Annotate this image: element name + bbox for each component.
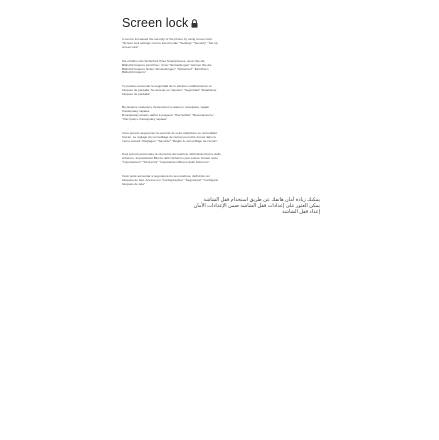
paragraph-line: Bildschirmsperre finden "Einstellungen" "Sicherheit" "Einrichten bbox=[122, 66, 209, 71]
paragraph-line: Bildschirmsperre". bbox=[122, 70, 147, 75]
paragraph-it bbox=[122, 153, 320, 165]
paragraph-line: bloqueo de pantalla. Se accede en "Ajustes" "Seguridad" "Establecer bbox=[122, 88, 217, 93]
paragraph-line: l'écran. Le réglage du verrouillage de l'écran peut être trouvé dans le bbox=[122, 134, 217, 139]
paragraph-en bbox=[122, 38, 320, 50]
arabic-line: إعداد قفل الشاشة bbox=[282, 209, 320, 216]
paragraph-es bbox=[122, 85, 320, 97]
paragraph-pt bbox=[122, 175, 320, 187]
paragraph-line: Puoi ancora aumentare la sicurezza del telefono utilizzando blocco dello bbox=[122, 152, 221, 157]
paragraph-line: menu suivant "Réglages" "Sécurité" "Régler le verrouillage de l'écran". bbox=[122, 138, 219, 143]
paragraph-line: schermo. Impostazioni Blocco dello Schermo può essere trovato sotto bbox=[122, 156, 218, 161]
paragraph-list bbox=[122, 38, 320, 187]
paragraph-line: "Impostazioni" "Sicurezza" "Impostazioni Blocco dello Schermo". bbox=[122, 160, 211, 165]
paragraph-ru bbox=[122, 106, 320, 122]
document bbox=[122, 14, 320, 215]
paragraph-line: Vous pouvez augmenter la sécurité de votre téléphone en verrouillant bbox=[122, 130, 218, 135]
paragraph-line: Вы можете повысить безопасность вашего телефона, задав bbox=[122, 105, 209, 110]
paragraph-line: bloqueo de pantalla". bbox=[122, 92, 151, 97]
paragraph-line: bloqueio de tela. Acesse em "Configurações" "Segurança" "Configurar bbox=[122, 178, 219, 183]
arabic-line: يمكنك زيادة أمان هاتفك عن طريق استخدام قفل الشاشة bbox=[203, 196, 320, 203]
paragraph-line: Você pode aumentar a segurança do seu telefone, definindo um bbox=[122, 174, 210, 179]
paragraph-line: "Screen lock settings can be found under "Settings" "Security" "Set up bbox=[122, 40, 218, 45]
page-title: Screen lock bbox=[122, 16, 189, 30]
paragraph-line: screen lock". bbox=[122, 44, 140, 49]
paragraph-line: "Настроить блокировку экрана". bbox=[122, 116, 168, 121]
arabic-line: يمكن العثور على إعدادات قفل الشاشة ضمن الإعدادات الأمان bbox=[193, 203, 320, 210]
paragraph-de bbox=[122, 60, 320, 76]
paragraph-line: Tu puedes aumentar la seguridad de tu teléfono estableciendo un bbox=[122, 84, 213, 89]
paragraph-line: блокировку экрана. bbox=[122, 108, 150, 113]
arabic-paragraph bbox=[122, 197, 320, 216]
title-row bbox=[122, 14, 320, 32]
paragraph-fr bbox=[122, 132, 320, 144]
paragraph-line: Sie erhöhen die Sicherheit Ihres Smartphones, wenn Sie die bbox=[122, 58, 205, 63]
paragraph-line: It can be increased the security of the phone by using screen lock. bbox=[122, 37, 213, 41]
paragraph-line: bloqueio de tela". bbox=[122, 181, 146, 186]
lock-icon bbox=[191, 19, 198, 28]
paragraph-line: Bildschirmsperre einrichten. Unter "Einstellungen" können Sie die bbox=[122, 62, 212, 67]
paragraph-line: Блокировку можно найти в разделе "Настройки" "Безопасность" bbox=[122, 112, 215, 117]
